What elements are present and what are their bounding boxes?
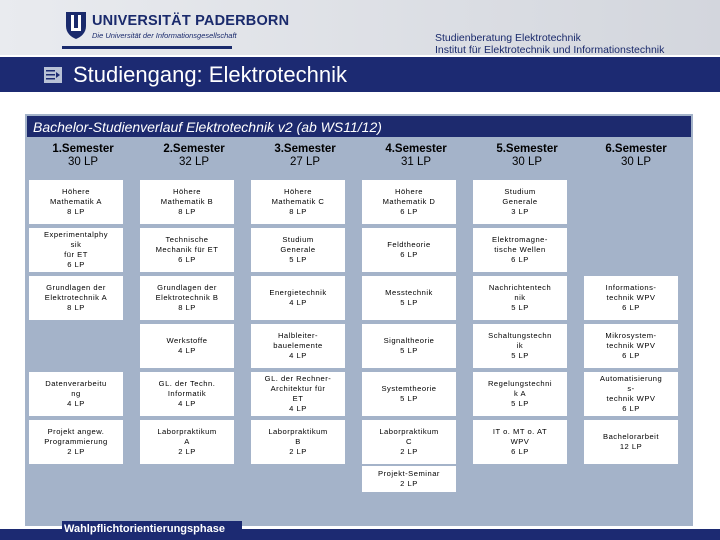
course-laborpraktikum-c: Laborpraktikum C 2 LP	[362, 420, 456, 464]
course-automatisierungstechnik-wpv: Automatisierung s- technik WPV 6 LP	[584, 372, 678, 416]
header-line-1: Studienberatung Elektrotechnik	[435, 32, 581, 44]
course-gl-rechnerarchitektur: GL. der Rechner- Architektur für ET 4 LP	[251, 372, 345, 416]
university-shield-icon	[64, 10, 88, 40]
semester-header-5	[472, 143, 582, 169]
course-feldtheorie: Feldtheorie 6 LP	[362, 228, 456, 272]
course-elektromagnetische-wellen: Elektromagne- tische Wellen 6 LP	[473, 228, 567, 272]
footer-phase-label: Wahlpflichtorientierungsphase	[62, 521, 242, 537]
semester-credits: 30 LP	[620, 156, 652, 168]
course-nachrichtentechnik: Nachrichtentech nik 5 LP	[473, 276, 567, 320]
course-it-mt-at-wpv: IT o. MT o. AT WPV 6 LP	[473, 420, 567, 464]
course-halbleiterbauelemente: Halbleiter- bauelemente 4 LP	[251, 324, 345, 368]
course-energietechnik: Energietechnik 4 LP	[251, 276, 345, 320]
course-hoehere-mathematik-d: Höhere Mathematik D 6 LP	[362, 180, 456, 224]
course-signaltheorie: Signaltheorie 5 LP	[362, 324, 456, 368]
course-mikrosystemtechnik-wpv: Mikrosystem- technik WPV 6 LP	[584, 324, 678, 368]
course-studium-generale-5lp: Studium Generale 5 LP	[251, 228, 345, 272]
semester-name: 4.Semester	[385, 143, 447, 155]
course-datenverarbeitung: Datenverarbeitu ng 4 LP	[29, 372, 123, 416]
subtitle-bar	[27, 116, 691, 137]
title-bar	[0, 57, 720, 92]
course-experimentalphysik: Experimentalphy sik für ET 6 LP	[29, 228, 123, 272]
course-hoehere-mathematik-b: Höhere Mathematik B 8 LP	[140, 180, 234, 224]
semester-name: 3.Semester	[274, 143, 336, 155]
semester-header-2	[139, 143, 249, 169]
page-title: Studiengang: Elektrotechnik	[73, 62, 347, 87]
semester-name: 6.Semester	[605, 143, 667, 155]
course-informationstechnik-wpv: Informations- technik WPV 6 LP	[584, 276, 678, 320]
header-line-2: Institut für Elektrotechnik und Informationstechnik	[435, 44, 665, 56]
semester-header-6	[581, 143, 691, 169]
logo-underline	[62, 46, 232, 49]
course-hoehere-mathematik-c: Höhere Mathematik C 8 LP	[251, 180, 345, 224]
course-hoehere-mathematik-a: Höhere Mathematik A 8 LP	[29, 180, 123, 224]
course-bachelorarbeit: Bachelorarbeit 12 LP	[584, 420, 678, 464]
course-studium-generale-3lp: Studium Generale 3 LP	[473, 180, 567, 224]
semester-credits: 31 LP	[400, 156, 432, 168]
curriculum-grid	[25, 114, 693, 526]
course-projekt-seminar: Projekt-Seminar 2 LP	[362, 466, 456, 492]
semester-name: 1.Semester	[52, 143, 114, 155]
semester-name: 2.Semester	[163, 143, 225, 155]
course-grundlagen-elektrotechnik-b: Grundlagen der Elektrotechnik B 8 LP	[140, 276, 234, 320]
course-systemtheorie: Systemtheorie 5 LP	[362, 372, 456, 416]
course-laborpraktikum-b: Laborpraktikum B 2 LP	[251, 420, 345, 464]
semester-name: 5.Semester	[496, 143, 558, 155]
course-projekt-programmierung: Projekt angew. Programmierung 2 LP	[29, 420, 123, 464]
header-info	[435, 32, 720, 56]
subtitle: Bachelor-Studienverlauf Elektrotechnik v2 (ab WS11/12)	[33, 119, 382, 135]
semester-credits: 27 LP	[289, 156, 321, 168]
semester-header-3	[250, 143, 360, 169]
course-schaltungstechnik: Schaltungstechn ik 5 LP	[473, 324, 567, 368]
course-laborpraktikum-a: Laborpraktikum A 2 LP	[140, 420, 234, 464]
semester-header-1	[28, 143, 138, 169]
document-arrow-icon	[44, 67, 62, 83]
semester-credits: 32 LP	[178, 156, 210, 168]
course-werkstoffe: Werkstoffe 4 LP	[140, 324, 234, 368]
semester-header-4	[361, 143, 471, 169]
course-gl-techn-informatik: GL. der Techn. Informatik 4 LP	[140, 372, 234, 416]
course-regelungstechnik-a: Regelungstechni k A 5 LP	[473, 372, 567, 416]
semester-credits: 30 LP	[67, 156, 99, 168]
university-tagline: Die Universität der Informationsgesellschaft	[92, 31, 237, 40]
university-logo	[62, 8, 290, 52]
course-messtechnik: Messtechnik 5 LP	[362, 276, 456, 320]
semester-credits: 30 LP	[511, 156, 543, 168]
course-technische-mechanik: Technische Mechanik für ET 6 LP	[140, 228, 234, 272]
university-name: UNIVERSITÄT PADERBORN	[92, 13, 290, 29]
course-grundlagen-elektrotechnik-a: Grundlagen der Elektrotechnik A 8 LP	[29, 276, 123, 320]
